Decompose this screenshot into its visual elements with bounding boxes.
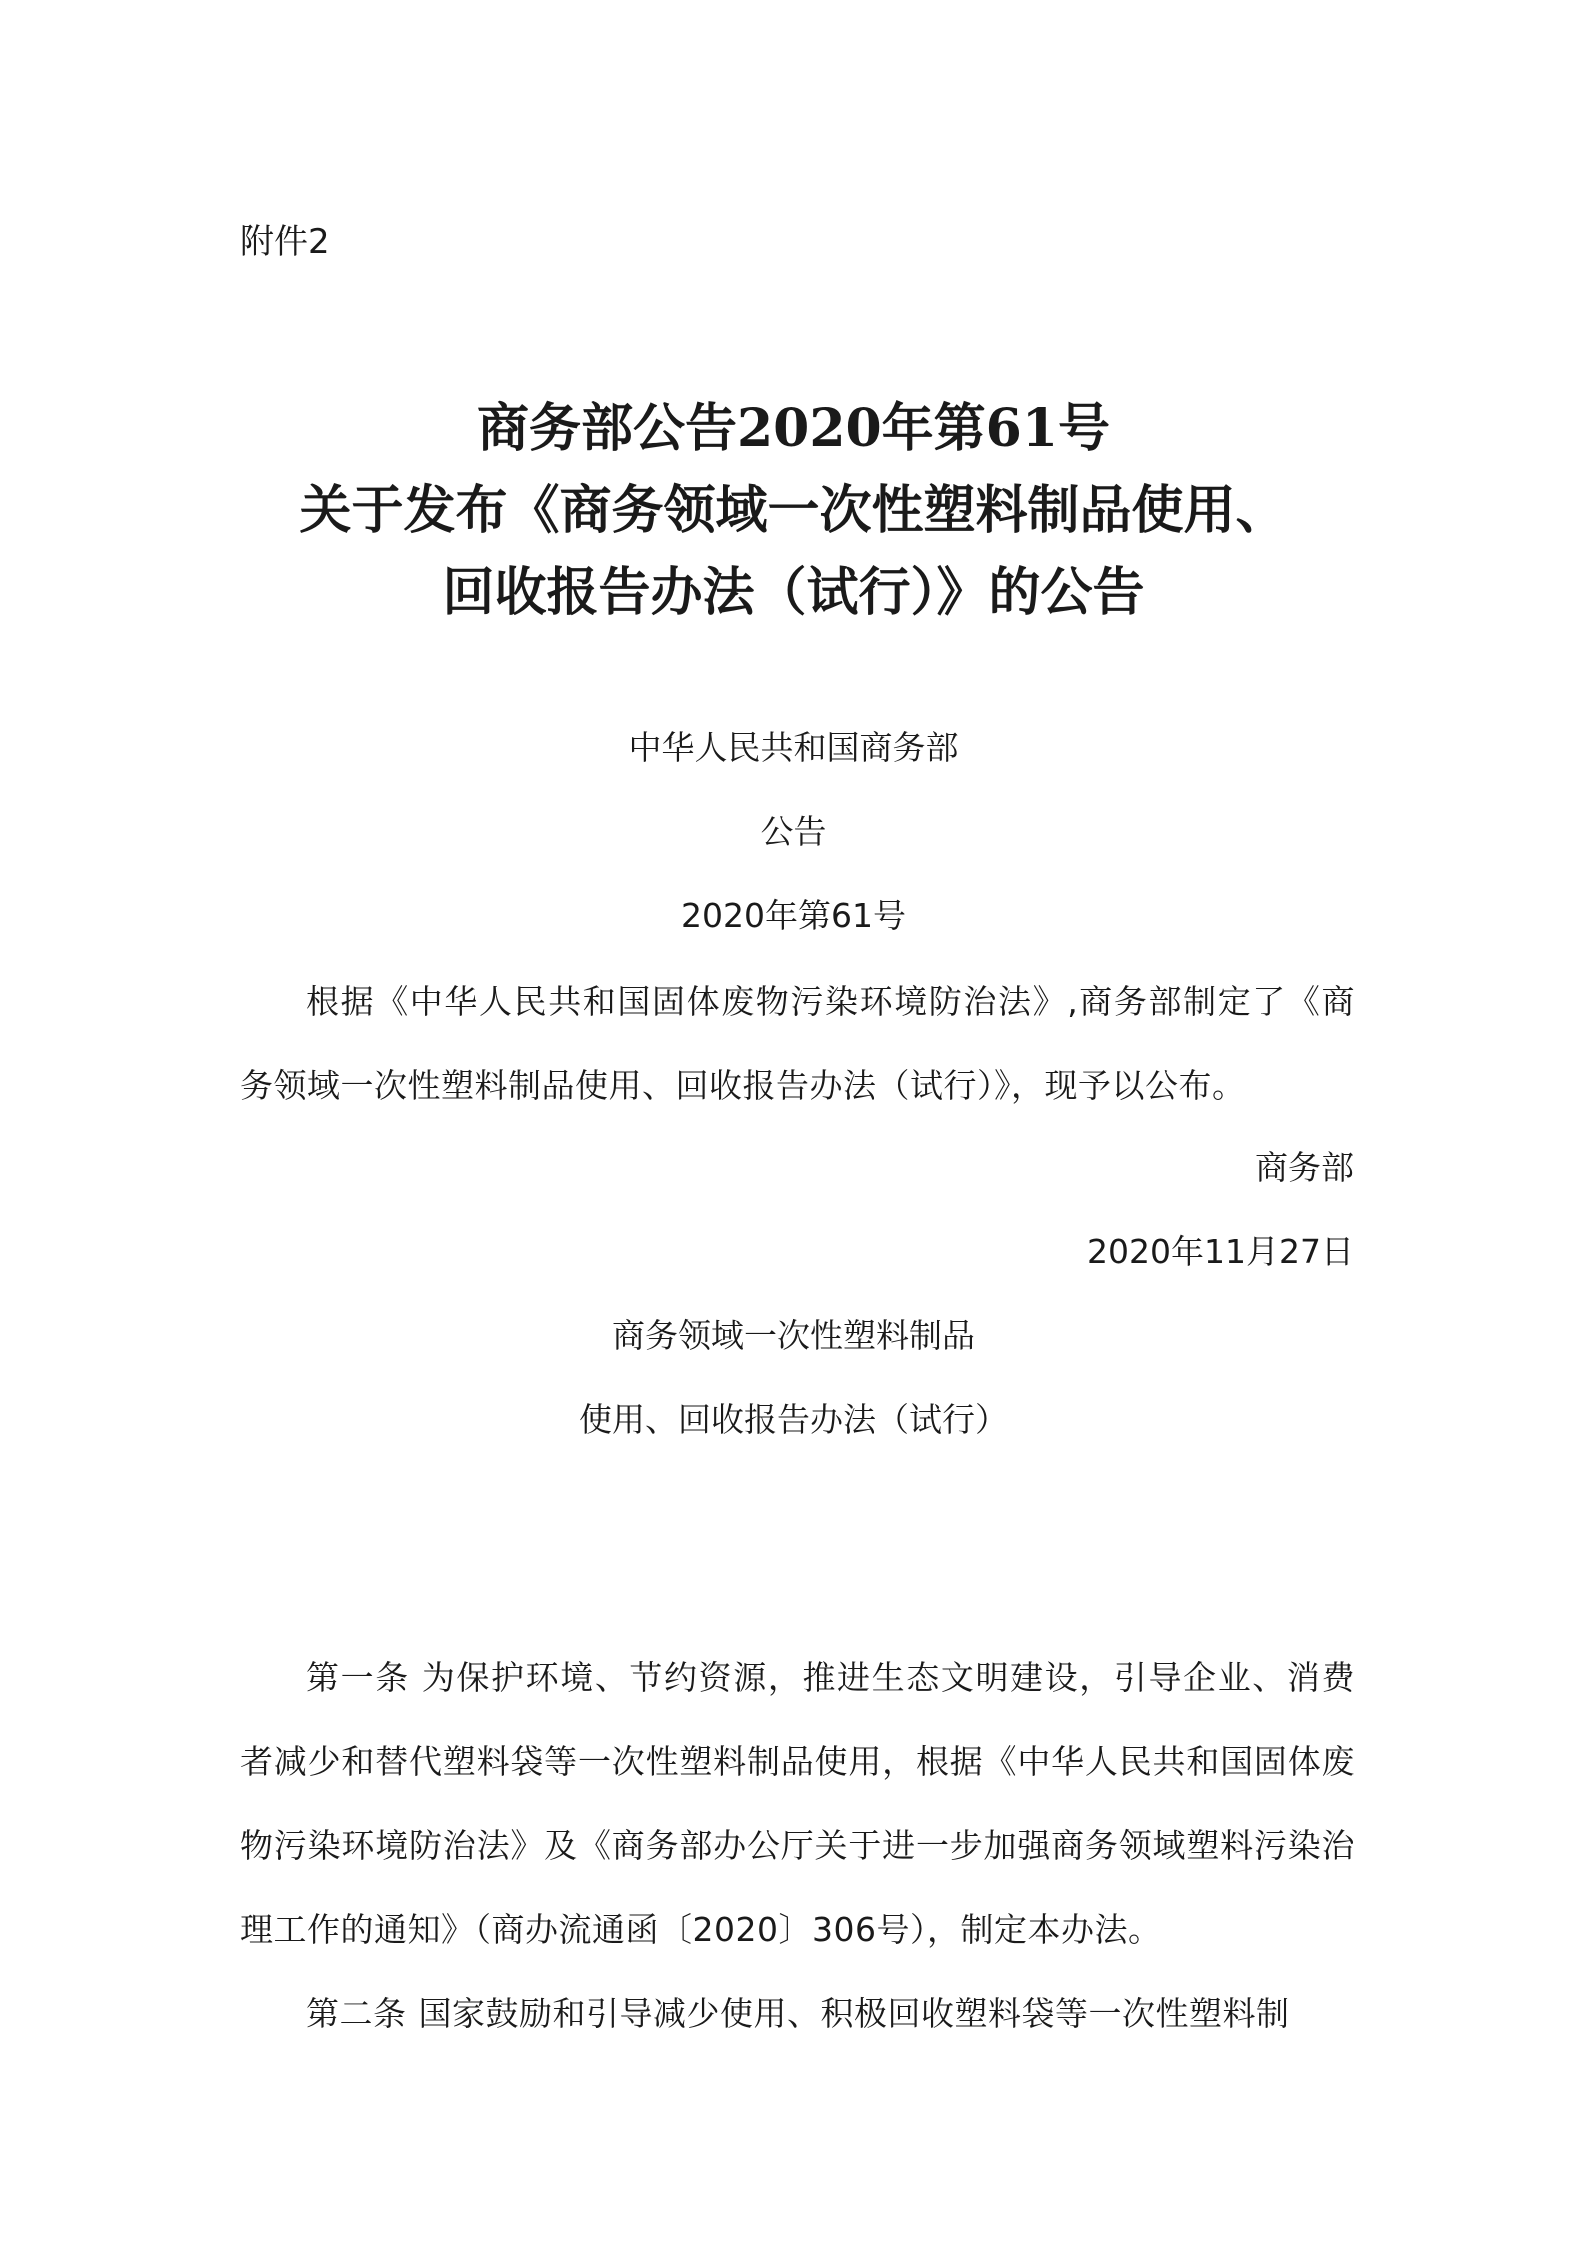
title-line-1: 商务部公告2020年第61号 xyxy=(476,398,1111,459)
article-1-text: 为保护环境、节约资源，推进生态文明建设，引导企业、消费者减少和替代塑料袋等一次性塑料制品使用，根据《中华人民共和国固体废物污染环境防治法》及《商务部办公厅关于进一步加强商务领域塑料污染治理工作的通知》（商办流通函〔2020〕306号），制定本办法。 xyxy=(240,1658,1356,1949)
doc-number: 2020年第61号 xyxy=(681,896,906,935)
measures-title-line-2: 使用、回收报告办法（试行） xyxy=(579,1400,1008,1439)
intro-paragraph: 根据《中华人民共和国固体废物污染环境防治法》,商务部制定了《商务领域一次性塑料制品使用、回收报告办法（试行）》，现予以公布。 xyxy=(240,982,1355,1105)
article-1 xyxy=(240,1636,1355,1972)
signature-org: 商务部 xyxy=(1255,1148,1354,1187)
doc-type: 公告 xyxy=(760,812,827,851)
issuer-name: 中华人民共和国商务部 xyxy=(628,728,959,767)
document-title xyxy=(200,388,1387,634)
signature-date: 2020年11月27日 xyxy=(1087,1232,1354,1271)
title-line-2: 关于发布《商务领域一次性塑料制品使用、 xyxy=(299,480,1288,541)
article-2-heading: 第二条 xyxy=(306,1994,407,2033)
article-2-text: 国家鼓励和引导减少使用、积极回收塑料袋等一次性塑料制 xyxy=(418,1994,1290,2033)
attachment-label: 附件2 xyxy=(240,222,330,262)
measures-title-line-1: 商务领域一次性塑料制品 xyxy=(612,1316,975,1355)
title-line-3: 回收报告办法（试行）》的公告 xyxy=(442,562,1145,623)
article-2 xyxy=(240,1972,1355,2056)
article-1-heading: 第一条 xyxy=(306,1658,410,1697)
